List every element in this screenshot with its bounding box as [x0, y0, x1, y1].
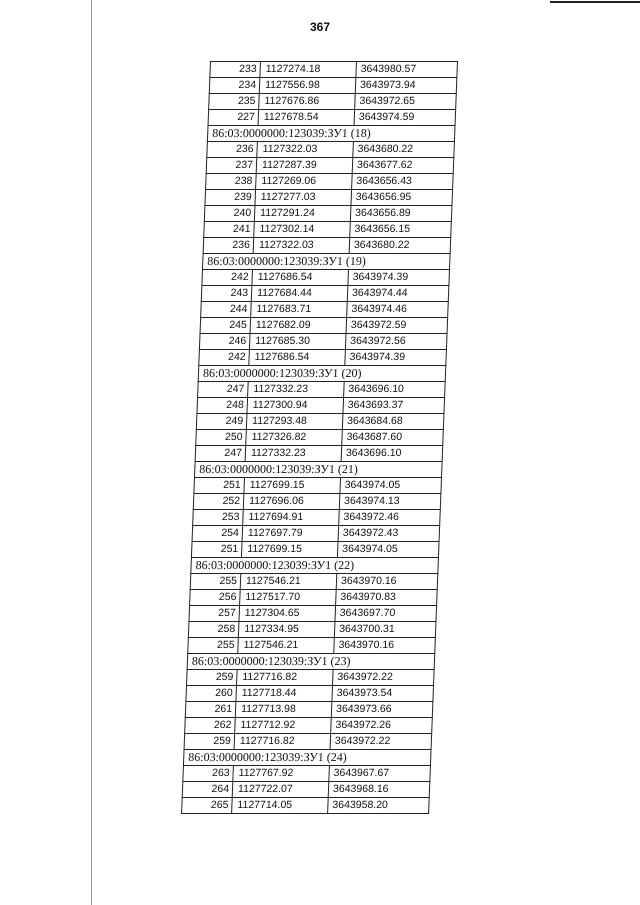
point-number-cell: 258	[188, 622, 239, 638]
x-coordinate-cell: 1127322.03	[253, 238, 350, 254]
y-coordinate-cell: 3643970.16	[334, 638, 436, 654]
y-coordinate-cell: 3643656.43	[352, 174, 454, 190]
x-coordinate-cell: 1127699.15	[244, 478, 341, 494]
y-coordinate-cell: 3643970.16	[336, 574, 438, 590]
x-coordinate-cell: 1127678.54	[258, 110, 355, 126]
point-number-cell: 254	[192, 526, 243, 542]
table-row	[201, 286, 449, 302]
point-number-cell: 260	[186, 686, 237, 702]
parcel-id-heading: 86:03:0000000:123039:ЗУ1 (22)	[191, 558, 439, 574]
x-coordinate-cell: 1127304.65	[239, 606, 336, 622]
y-coordinate-cell: 3643680.22	[349, 238, 451, 254]
point-number-cell: 259	[187, 670, 238, 686]
table-row	[193, 494, 441, 510]
point-number-cell: 256	[190, 590, 241, 606]
table-row	[188, 638, 436, 654]
point-number-cell: 236	[207, 142, 258, 158]
table-row	[189, 606, 437, 622]
point-number-cell: 259	[184, 734, 235, 750]
x-coordinate-cell: 1127699.15	[241, 542, 338, 558]
table-row	[187, 670, 435, 686]
table-row	[182, 782, 430, 798]
parcel-id-heading: 86:03:0000000:123039:ЗУ1 (24)	[183, 750, 431, 766]
x-coordinate-cell: 1127716.82	[234, 734, 331, 750]
y-coordinate-cell: 3643696.10	[344, 382, 446, 398]
point-number-cell: 234	[209, 78, 260, 94]
x-coordinate-cell: 1127712.92	[235, 718, 332, 734]
point-number-cell: 265	[182, 798, 233, 814]
coordinates-table-body	[182, 62, 458, 814]
point-number-cell: 236	[203, 238, 254, 254]
table-row	[208, 110, 456, 126]
point-number-cell: 251	[191, 542, 242, 558]
table-row	[207, 142, 455, 158]
table-row	[191, 542, 439, 558]
y-coordinate-cell: 3643974.05	[340, 478, 442, 494]
section-header-row	[207, 126, 455, 142]
table-row	[197, 398, 445, 414]
y-coordinate-cell: 3643687.60	[342, 430, 444, 446]
parcel-id-heading: 86:03:0000000:123039:ЗУ1 (23)	[187, 654, 435, 670]
x-coordinate-cell: 1127683.71	[251, 302, 348, 318]
table-row	[199, 350, 447, 366]
point-number-cell: 244	[201, 302, 252, 318]
y-coordinate-cell: 3643973.94	[355, 78, 457, 94]
top-edge-line	[550, 1, 640, 3]
table-row	[195, 446, 443, 462]
x-coordinate-cell: 1127682.09	[250, 318, 347, 334]
point-number-cell: 237	[206, 158, 257, 174]
y-coordinate-cell: 3643974.39	[345, 350, 447, 366]
point-number-cell: 243	[201, 286, 252, 302]
parcel-id-heading: 86:03:0000000:123039:ЗУ1 (21)	[194, 462, 442, 478]
table-row	[206, 158, 454, 174]
x-coordinate-cell: 1127685.30	[249, 334, 346, 350]
x-coordinate-cell: 1127718.44	[236, 686, 333, 702]
table-row	[190, 574, 438, 590]
point-number-cell: 227	[208, 110, 259, 126]
point-number-cell: 253	[193, 510, 244, 526]
point-number-cell: 250	[196, 430, 247, 446]
point-number-cell: 255	[190, 574, 241, 590]
y-coordinate-cell: 3643972.22	[330, 734, 432, 750]
table-row	[199, 334, 447, 350]
x-coordinate-cell: 1127277.03	[255, 190, 352, 206]
table-row	[206, 174, 454, 190]
table-row	[185, 702, 433, 718]
x-coordinate-cell: 1127686.54	[252, 270, 349, 286]
x-coordinate-cell: 1127697.79	[242, 526, 339, 542]
y-coordinate-cell: 3643974.39	[348, 270, 450, 286]
y-coordinate-cell: 3643697.70	[335, 606, 437, 622]
point-number-cell: 246	[199, 334, 250, 350]
y-coordinate-cell: 3643656.89	[350, 206, 452, 222]
table-row	[201, 302, 449, 318]
table-row	[204, 222, 452, 238]
point-number-cell: 238	[206, 174, 257, 190]
y-coordinate-cell: 3643972.56	[345, 334, 447, 350]
parcel-id-heading: 86:03:0000000:123039:ЗУ1 (20)	[198, 366, 446, 382]
x-coordinate-cell: 1127334.95	[238, 622, 335, 638]
point-number-cell: 233	[210, 62, 261, 78]
point-number-cell: 249	[196, 414, 247, 430]
y-coordinate-cell: 3643974.05	[337, 542, 439, 558]
table-row	[209, 78, 457, 94]
x-coordinate-cell: 1127546.21	[240, 574, 337, 590]
section-header-row	[202, 254, 450, 270]
table-row	[190, 590, 438, 606]
table-row	[205, 190, 453, 206]
table-row	[202, 270, 450, 286]
x-coordinate-cell: 1127714.05	[232, 798, 329, 814]
point-number-cell: 264	[182, 782, 233, 798]
y-coordinate-cell: 3643974.44	[347, 286, 449, 302]
x-coordinate-cell: 1127274.18	[260, 62, 357, 78]
section-header-row	[198, 366, 446, 382]
table-row	[196, 430, 444, 446]
table-row	[204, 206, 452, 222]
x-coordinate-cell: 1127546.21	[238, 638, 335, 654]
y-coordinate-cell: 3643972.65	[355, 94, 457, 110]
y-coordinate-cell: 3643958.20	[328, 798, 430, 814]
point-number-cell: 251	[194, 478, 245, 494]
x-coordinate-cell: 1127696.06	[243, 494, 340, 510]
x-coordinate-cell: 1127302.14	[254, 222, 351, 238]
table-row	[188, 622, 436, 638]
point-number-cell: 252	[193, 494, 244, 510]
section-header-row	[187, 654, 435, 670]
point-number-cell: 239	[205, 190, 256, 206]
x-coordinate-cell: 1127517.70	[240, 590, 337, 606]
table-row	[193, 510, 441, 526]
parcel-id-heading: 86:03:0000000:123039:ЗУ1 (19)	[202, 254, 450, 270]
section-header-row	[183, 750, 431, 766]
x-coordinate-cell: 1127332.23	[245, 446, 342, 462]
x-coordinate-cell: 1127722.07	[232, 782, 329, 798]
point-number-cell: 261	[185, 702, 236, 718]
x-coordinate-cell: 1127269.06	[256, 174, 353, 190]
point-number-cell: 240	[204, 206, 255, 222]
y-coordinate-cell: 3643972.43	[338, 526, 440, 542]
table-row	[196, 414, 444, 430]
x-coordinate-cell: 1127332.23	[248, 382, 345, 398]
x-coordinate-cell: 1127287.39	[256, 158, 353, 174]
table-row	[186, 686, 434, 702]
point-number-cell: 247	[195, 446, 246, 462]
y-coordinate-cell: 3643980.57	[356, 62, 458, 78]
point-number-cell: 245	[200, 318, 251, 334]
section-header-row	[194, 462, 442, 478]
y-coordinate-cell: 3643974.46	[347, 302, 449, 318]
point-number-cell: 247	[198, 382, 249, 398]
x-coordinate-cell: 1127676.86	[259, 94, 356, 110]
y-coordinate-cell: 3643680.22	[353, 142, 455, 158]
x-coordinate-cell: 1127322.03	[257, 142, 354, 158]
point-number-cell: 255	[188, 638, 239, 654]
y-coordinate-cell: 3643973.66	[331, 702, 433, 718]
point-number-cell: 241	[204, 222, 255, 238]
y-coordinate-cell: 3643656.95	[351, 190, 453, 206]
x-coordinate-cell: 1127686.54	[249, 350, 346, 366]
table-row	[183, 766, 431, 782]
table-row	[192, 526, 440, 542]
table-row	[209, 94, 457, 110]
x-coordinate-cell: 1127716.82	[237, 670, 334, 686]
x-coordinate-cell: 1127694.91	[243, 510, 340, 526]
table-row	[200, 318, 448, 334]
x-coordinate-cell: 1127326.82	[246, 430, 343, 446]
y-coordinate-cell: 3643693.37	[343, 398, 445, 414]
x-coordinate-cell: 1127300.94	[247, 398, 344, 414]
y-coordinate-cell: 3643700.31	[334, 622, 436, 638]
y-coordinate-cell: 3643974.59	[354, 110, 456, 126]
x-coordinate-cell: 1127767.92	[233, 766, 330, 782]
point-number-cell: 263	[183, 766, 234, 782]
x-coordinate-cell: 1127684.44	[251, 286, 348, 302]
table-row	[203, 238, 451, 254]
y-coordinate-cell: 3643973.54	[332, 686, 434, 702]
table-row	[210, 62, 458, 78]
table-row	[182, 798, 430, 814]
y-coordinate-cell: 3643656.15	[350, 222, 452, 238]
y-coordinate-cell: 3643972.46	[339, 510, 441, 526]
coordinates-table	[181, 61, 458, 814]
point-number-cell: 235	[209, 94, 260, 110]
table-row	[184, 734, 432, 750]
y-coordinate-cell: 3643974.13	[339, 494, 441, 510]
y-coordinate-cell: 3643970.83	[336, 590, 438, 606]
y-coordinate-cell: 3643972.22	[333, 670, 435, 686]
x-coordinate-cell: 1127293.48	[246, 414, 343, 430]
parcel-id-heading: 86:03:0000000:123039:ЗУ1 (18)	[207, 126, 455, 142]
table-row	[198, 382, 446, 398]
x-coordinate-cell: 1127291.24	[254, 206, 351, 222]
y-coordinate-cell: 3643677.62	[352, 158, 454, 174]
section-header-row	[191, 558, 439, 574]
point-number-cell: 262	[185, 718, 236, 734]
y-coordinate-cell: 3643968.16	[328, 782, 430, 798]
y-coordinate-cell: 3643684.68	[342, 414, 444, 430]
point-number-cell: 257	[189, 606, 240, 622]
point-number-cell: 242	[199, 350, 250, 366]
y-coordinate-cell: 3643967.67	[329, 766, 431, 782]
y-coordinate-cell: 3643972.59	[346, 318, 448, 334]
x-coordinate-cell: 1127713.98	[235, 702, 332, 718]
point-number-cell: 248	[197, 398, 248, 414]
page-number: 367	[309, 20, 331, 34]
margin-rule	[91, 0, 92, 905]
table-row	[194, 478, 442, 494]
y-coordinate-cell: 3643972.26	[331, 718, 433, 734]
y-coordinate-cell: 3643696.10	[341, 446, 443, 462]
x-coordinate-cell: 1127556.98	[259, 78, 356, 94]
point-number-cell: 242	[202, 270, 253, 286]
table-row	[185, 718, 433, 734]
